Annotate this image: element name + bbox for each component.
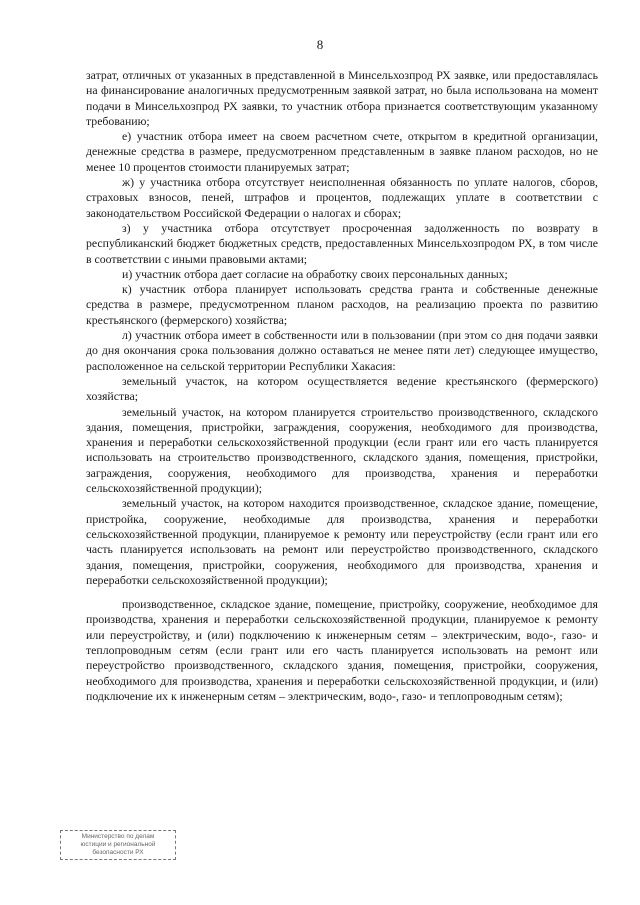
- paragraph-item-zh: ж) у участника отбора отсутствует неисполненная обязанность по уплате налогов, сборов, страховых взносов, пеней, штрафов и процентов, подлежащих уплате в соответствии с законодательством Российской Федерации о налогах и сборах;: [86, 175, 598, 220]
- paragraph-item-k: к) участник отбора планирует использовать средства гранта и собственные денежные средства в размере, предусмотренном планом расходов, на реализацию проекта по развитию крестьянского (фермерского) хозяйства;: [86, 282, 598, 327]
- paragraph-item-l: л) участник отбора имеет в собственности или в пользовании (при этом со дня подачи заявки до дня окончания срока пользования должно оставаться не менее пяти лет) следующее имущество, расположенное на сельской территории Республики Хакасия:: [86, 328, 598, 373]
- stamp-line-2: юстиции и региональной: [80, 841, 156, 848]
- paragraph-item-z: з) у участника отбора отсутствует просроченная задолженность по возврату в республиканский бюджет бюджетных средств, предоставленных Минсельхозпродом РХ, в том числе в соответствии с иными правовыми актами;: [86, 220, 598, 266]
- paragraph-continuation: затрат, отличных от указанных в представленной в Минсельхозпрод РХ заявке, или предоставлялась на финансирование аналогичных предусмотренным заявкой затрат, но была использована на момент подачи в Минсельхозпрод РХ заявки, то участник отбора признается соответствующим указанному требованию;: [86, 68, 598, 128]
- page-number: 8: [316, 37, 324, 52]
- paragraph-building-repair: производственное, складское здание, помещение, пристройку, сооружение, необходимое для производства, хранения и переработки сельскохозяйственной продукции, планируемое к ремонту или переустройству, и (или) подключению к инженерным сетям – электрическим, водо-, газо- и теплопроводным сетям (если грант или его часть планируется использовать на ремонт или переустройство производственного, складского здания, помещения, пристройки, сооружения, необходимого для производства, хранения и переработки сельскохозяйственной продукции, и (или) подключение их к инженерным сетям – электрическим, водо-, газо- и теплопроводным сетям);: [86, 597, 598, 703]
- paragraph-land-plot-existing-building: земельный участок, на котором находится производственное, складское здание, помещение, пристройка, сооружение, необходимые для производства, хранения и переработки сельскохозяйственной продукции, планируемое к ремонту или переустройству (если грант или его часть планируется использовать на ремонт или переустройство производственного, складского здания, помещения, пристройки, сооружения, необходимого для производства, хранения и переработки сельскохозяйственной продукции);: [86, 496, 598, 587]
- paragraph-item-e: е) участник отбора имеет на своем расчетном счете, открытом в кредитной организации, денежные средства в размере, предусмотренном представленным в заявке планом расходов, но не менее 10 процентов стоимости планируемых затрат;: [86, 129, 598, 174]
- paragraph-land-plot-construction: земельный участок, на котором планируется строительство производственного, складского здания, помещения, пристройки, заграждения, сооружения, необходимого для производства, хранения и переработки сельскохозяйственной продукции (если грант или его часть планируется использовать на строительство производственного, складского здания, помещения, пристройки, заграждения, сооружения, необходимого для производства, хранения и переработки сельскохозяйственной продукции);: [86, 404, 598, 496]
- stamp-line-1: Министерство по делам: [81, 833, 155, 840]
- paragraph-land-plot-farming: земельный участок, на котором осуществляется ведение крестьянского (фермерского) хозяйства;: [86, 373, 598, 404]
- paragraph-item-i: и) участник отбора дает согласие на обработку своих персональных данных;: [122, 266, 508, 281]
- body-text: [86, 68, 598, 704]
- stamp-line-3: безопасности РХ: [92, 849, 144, 856]
- registration-stamp: [60, 830, 176, 860]
